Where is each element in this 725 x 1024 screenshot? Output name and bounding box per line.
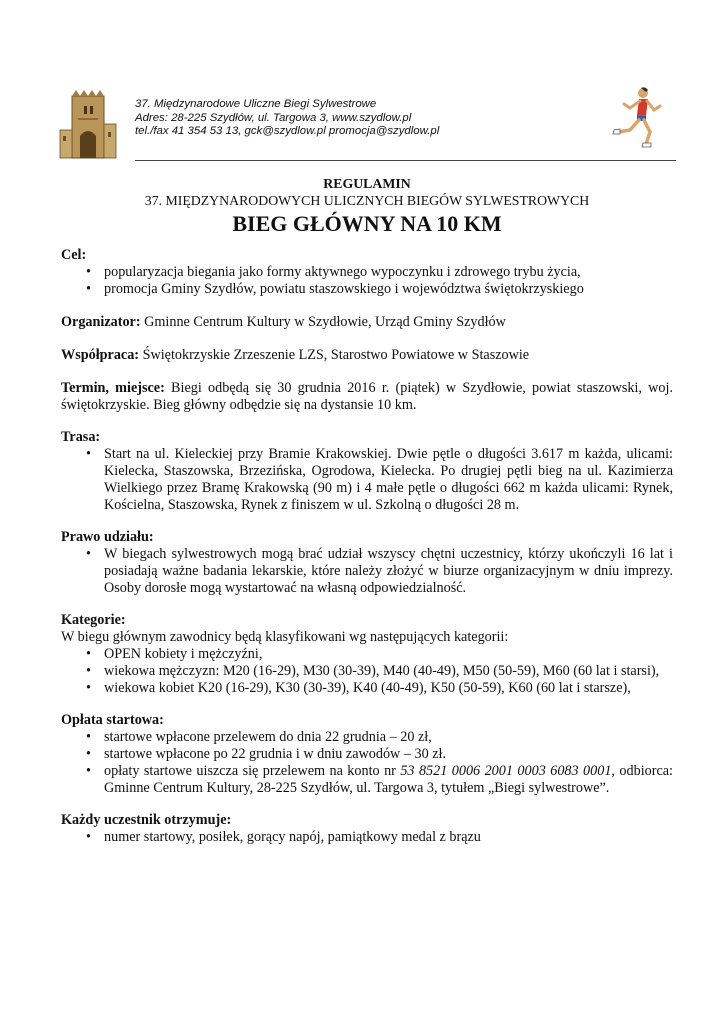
section-prawo-list — [61, 546, 673, 597]
section-kategorie-label: Kategorie: — [61, 612, 126, 628]
bullet-glyph: • — [86, 729, 91, 745]
letterhead-line-event: 37. Międzynarodowe Uliczne Biegi Sylwestrowe — [135, 98, 377, 110]
bullet-glyph: • — [86, 663, 91, 679]
list-item-text: numer startowy, posiłek, gorący napój, pamiątkowy medal z brązu — [104, 829, 481, 845]
list-item-text: wiekowa kobiet K20 (16-29), K30 (30-39), K40 (40-49), K50 (50-59), K60 (60 lat i starsze), — [104, 680, 631, 696]
doc-title-race: BIEG GŁÓWNY NA 10 KM — [232, 211, 502, 236]
list-item — [61, 763, 673, 797]
section-oplata-label: Opłata startowa: — [61, 712, 164, 728]
section-prawo — [61, 529, 673, 597]
bullet-glyph: • — [86, 646, 91, 662]
list-item-text: startowe wpłacone po 22 grudnia i w dniu zawodów – 30 zł. — [104, 746, 446, 762]
letterhead-divider — [135, 160, 676, 161]
list-item-text: odbiorca: Gminne Centrum Kultury, 28-225 Szydłów, ul. Targowa 3, tytułem „Biegi sylwestrowe”. — [104, 763, 673, 796]
section-organizator-text: Gminne Centrum Kultury w Szydłowie, Urząd Gminy Szydłów — [140, 314, 506, 330]
section-prawo-label: Prawo udziału: — [61, 529, 154, 545]
section-termin — [61, 380, 673, 414]
runner-icon — [610, 86, 666, 148]
list-item — [61, 680, 673, 697]
section-organizator-label: Organizator: — [61, 314, 141, 330]
section-termin-label: Termin, miejsce: — [61, 380, 165, 396]
section-kategorie-intro: W biegu głównym zawodnicy będą klasyfikowani wg następujących kategorii: — [61, 629, 509, 645]
section-cel-list — [61, 264, 673, 298]
section-kazdy — [61, 812, 673, 846]
list-item-text: W biegach sylwestrowych mogą brać udział wszyscy chętni uczestnicy, którzy ukończyli 16 lat i posiadają ważne badania lekarskie, które należy złożyć w biurze organizacyjnym w dniu imprezy. Osoby dorosłe mogą wystartować na własną odpowiedzialność. — [104, 546, 673, 596]
section-trasa-list — [61, 446, 673, 514]
letterhead-line-contact: tel./fax 41 354 53 13, gck@szydlow.pl promocja@szydlow.pl — [135, 125, 440, 138]
list-item — [61, 281, 673, 298]
letterhead-text — [135, 98, 439, 139]
doc-title-regulamin: REGULAMIN — [323, 176, 411, 191]
list-item — [61, 746, 673, 763]
list-item — [61, 829, 673, 846]
bullet-glyph: • — [86, 829, 91, 845]
list-item-text: startowe wpłacone przelewem do dnia 22 grudnia – 20 zł, — [104, 729, 432, 745]
list-item — [61, 729, 673, 746]
section-cel — [61, 247, 673, 298]
list-item — [61, 646, 673, 663]
list-item-text: OPEN kobiety i mężczyźni, — [104, 646, 263, 662]
list-item-text: Start na ul. Kieleckiej przy Bramie Krakowskiej. Dwie pętle o długości 3.617 m każda, ulicami: Kielecka, Staszowska, Brzezińska, Ogrodowa, Kielecka. Po drugiej pętli bieg na ul. Kazimierza Wielkiego przez Bramę Krakowską (90 m) i 4 małe pętle o długości 662 m każda ulicami: Rynek, Kościelna, Staszowska, Rynek z finiszem w ul. Szkolną o długości 28 m. — [104, 446, 673, 513]
bank-account-number: 53 8521 0006 2001 0003 6083 0001, — [400, 763, 615, 779]
section-oplata-list — [61, 729, 673, 797]
list-item — [61, 446, 673, 514]
section-cel-label: Cel: — [61, 247, 87, 263]
letterhead — [58, 80, 676, 162]
list-item-text: opłaty startowe uiszcza się przelewem na konto nr — [104, 763, 401, 779]
letterhead-line-address: Adres: 28-225 Szydłów, ul. Targowa 3, www.szydlow.pl — [135, 111, 412, 124]
bullet-glyph: • — [86, 546, 91, 562]
section-kazdy-list — [61, 829, 673, 846]
list-item — [61, 264, 673, 281]
section-oplata — [61, 712, 673, 797]
section-organizator — [61, 314, 673, 331]
section-kategorie-list — [61, 646, 673, 697]
document-body — [61, 175, 673, 846]
section-trasa — [61, 429, 673, 514]
bullet-glyph: • — [86, 763, 91, 779]
section-termin-text: Biegi odbędą się 30 grudnia 2016 r. (piątek) w Szydłowie, powiat staszowski, woj. świętokrzyskie. Bieg główny odbędzie się na dystansie 10 km. — [61, 380, 673, 413]
bullet-glyph: • — [86, 746, 91, 762]
section-kategorie — [61, 612, 673, 697]
section-wspolpraca — [61, 347, 673, 364]
bullet-glyph: • — [86, 281, 91, 297]
list-item — [61, 663, 673, 680]
section-kazdy-label: Każdy uczestnik otrzymuje: — [61, 812, 232, 828]
bullet-glyph: • — [86, 264, 91, 280]
bullet-glyph: • — [86, 446, 91, 462]
section-trasa-label: Trasa: — [61, 429, 101, 445]
section-wspolpraca-label: Współpraca: — [61, 347, 140, 363]
doc-title-event: 37. MIĘDZYNARODOWYCH ULICZNYCH BIEGÓW SYLWESTROWYCH — [144, 193, 590, 208]
bullet-glyph: • — [86, 680, 91, 696]
list-item-text: popularyzacja biegania jako formy aktywnego wypoczynku i zdrowego trybu życia, — [104, 264, 581, 280]
list-item — [61, 546, 673, 597]
list-item-text: wiekowa mężczyzn: M20 (16-29), M30 (30-39), M40 (40-49), M50 (50-59), M60 (60 lat i starsi), — [104, 663, 660, 679]
section-wspolpraca-text: Świętokrzyskie Zrzeszenie LZS, Starostwo Powiatowe w Staszowie — [139, 347, 530, 363]
tower-gate-icon — [58, 84, 118, 160]
list-item-text: promocja Gminy Szydłów, powiatu staszowskiego i województwa świętokrzyskiego — [104, 281, 584, 297]
